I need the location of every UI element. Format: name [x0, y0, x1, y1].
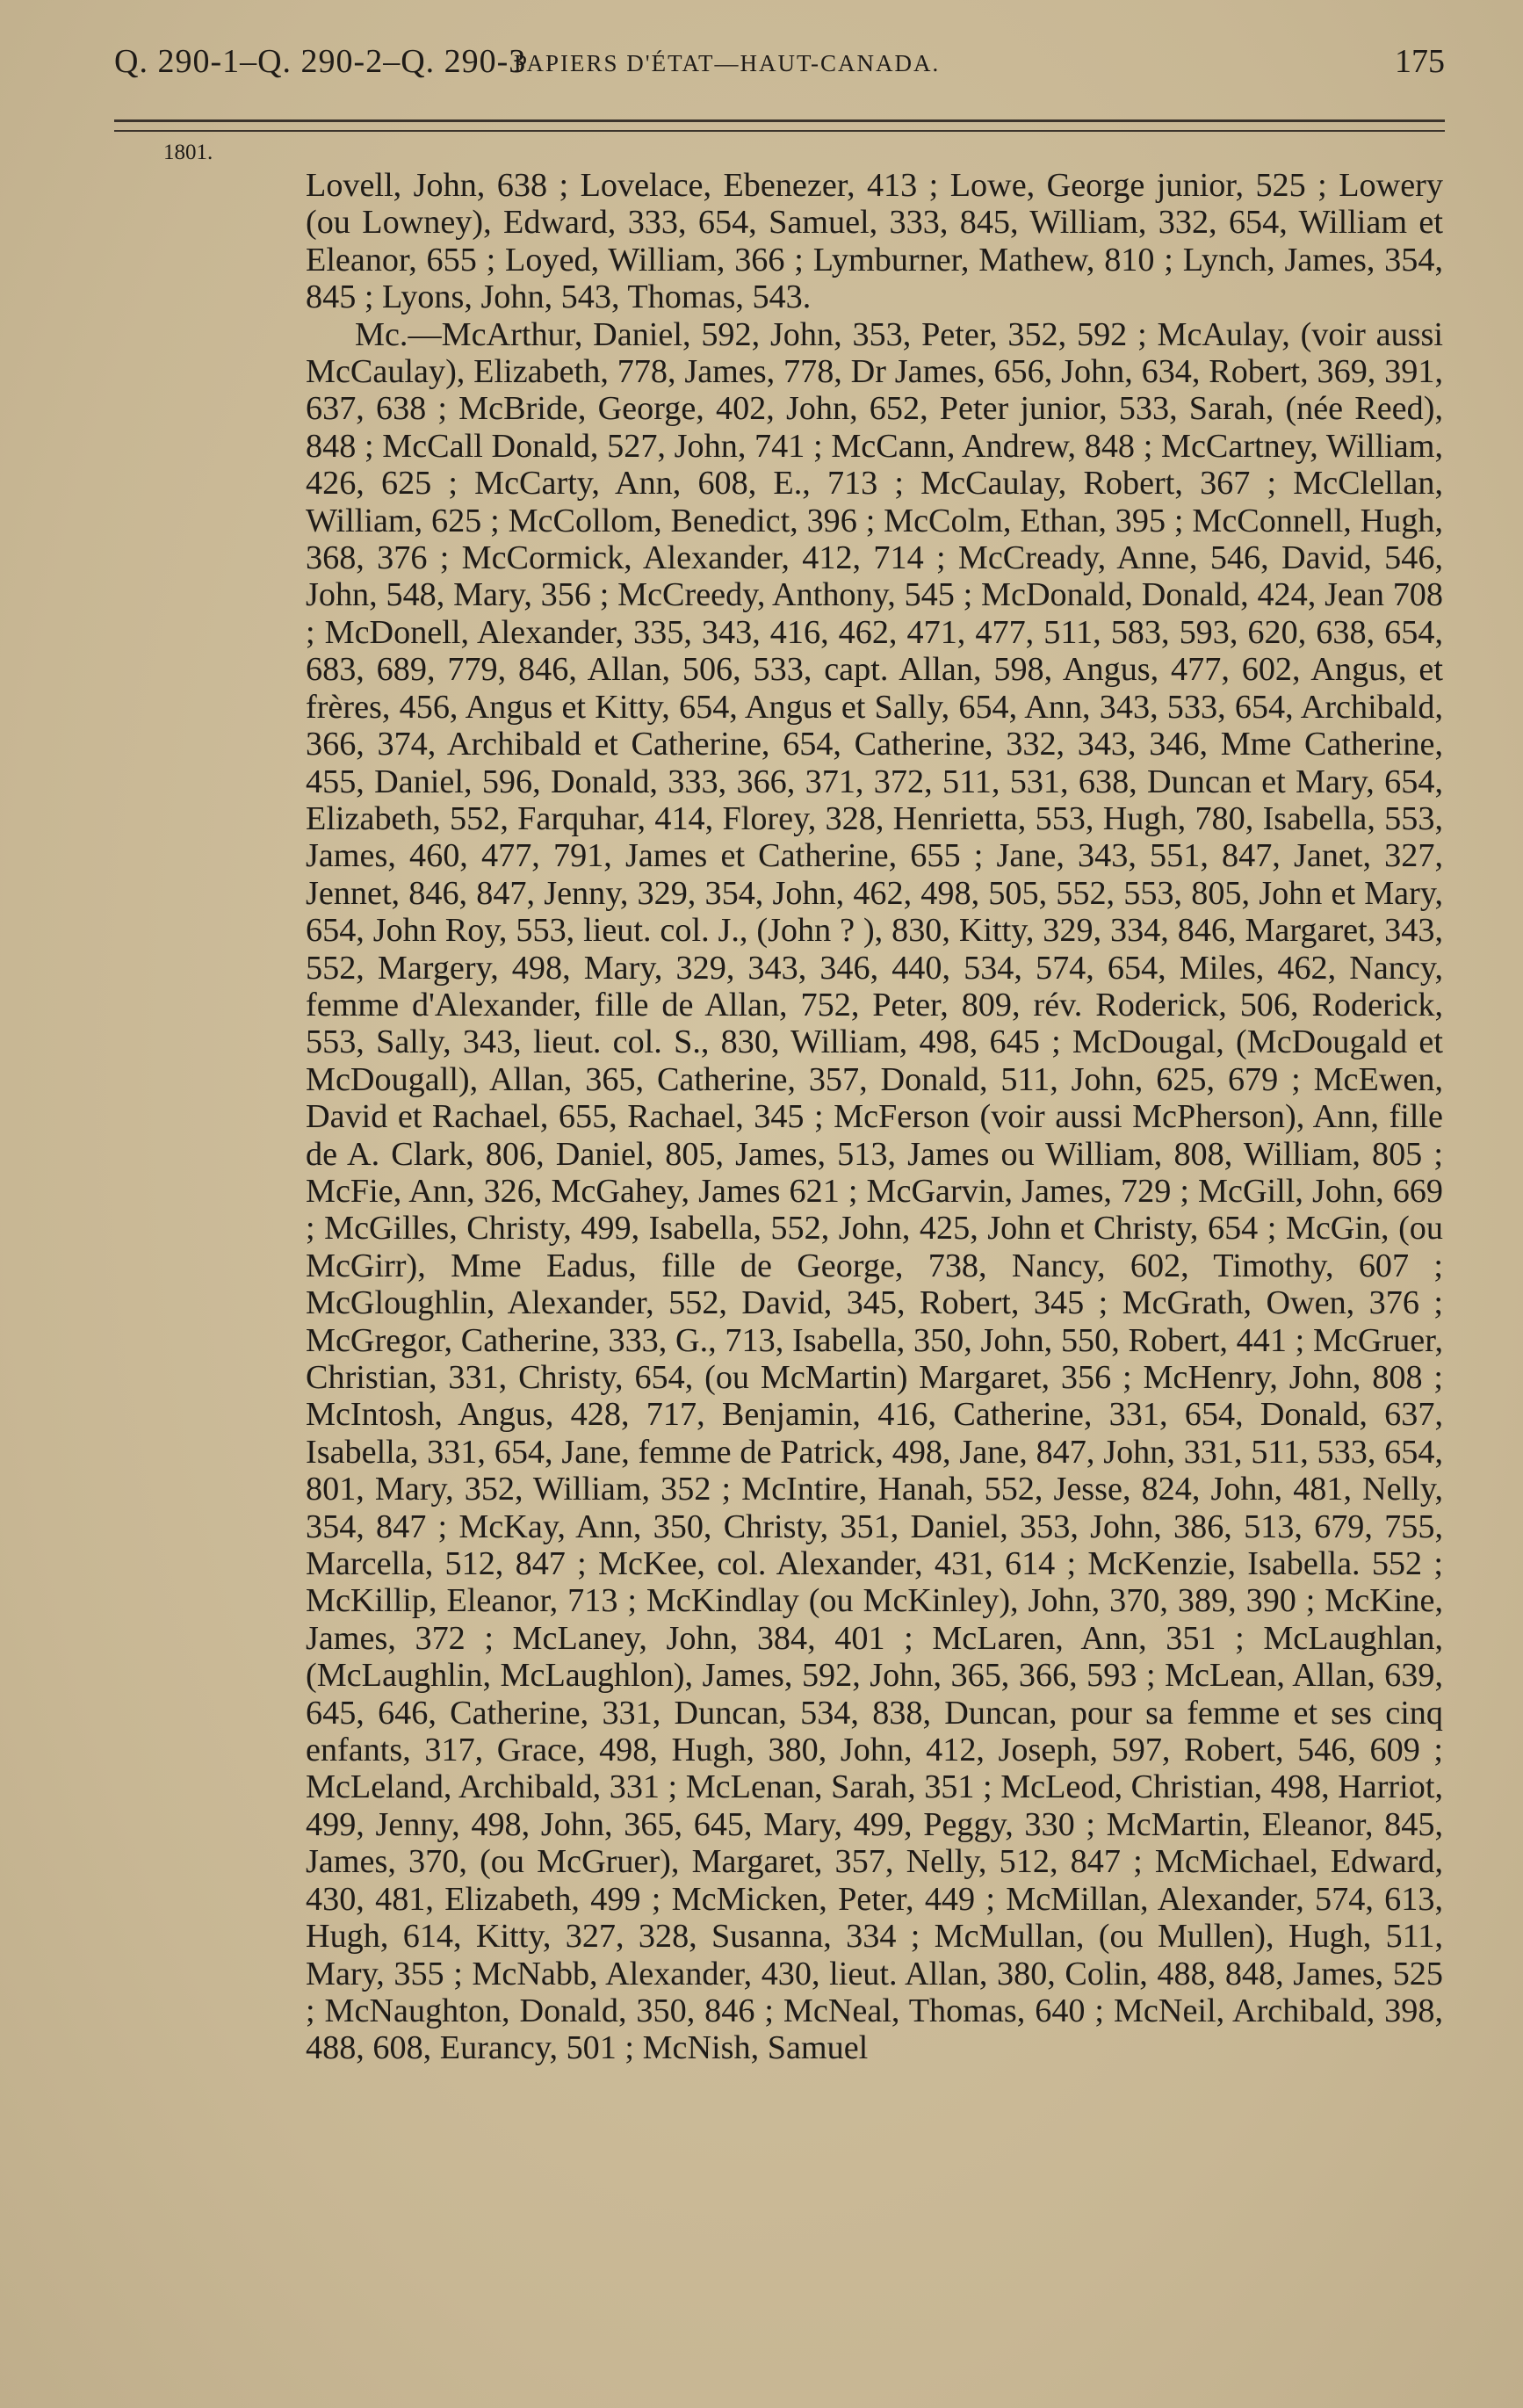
page-header [114, 42, 1445, 86]
index-body [306, 167, 1443, 2067]
header-rule-top [114, 119, 1445, 122]
index-paragraph-mc: Mc.—McArthur, Daniel, 592, John, 353, Peter, 352, 592 ; McAulay, (voir aussi McCaulay), Elizabeth, 778, James, 778, Dr James, 656, John, 634, Robert, 369, 391, 637, 638 ; McBride, George, 402, John, 652, Peter junior, 533, Sarah, (née Reed), 848 ; McCall Donald, 527, John, 741 ; McCann, Andrew, 848 ; McCartney, William, 426, 625 ; McCarty, Ann, 608, E., 713 ; McCaulay, Robert, 367 ; McClellan, William, 625 ; McCollom, Benedict, 396 ; McColm, Ethan, 395 ; McConnell, Hugh, 368, 376 ; McCormick, Alexander, 412, 714 ; McCready, Anne, 546, David, 546, John, 548, Mary, 356 ; McCreedy, Anthony, 545 ; McDonald, Donald, 424, Jean 708 ; McDonell, Alexander, 335, 343, 416, 462, 471, 477, 511, 583, 593, 620, 638, 654, 683, 689, 779, 846, Allan, 506, 533, capt. Allan, 598, Angus, 477, 602, Angus, et frères, 456, Angus et Kitty, 654, Angus et Sally, 654, Ann, 343, 533, 654, Archibald, 366, 374, Archibald et Catherine, 654, Catherine, 332, 343, 346, Mme Catherine, 455, Daniel, 596, Donald, 333, 366, 371, 372, 511, 531, 638, Duncan et Mary, 654, Elizabeth, 552, Farquhar, 414, Florey, 328, Henrietta, 553, Hugh, 780, Isabella, 553, James, 460, 477, 791, James et Catherine, 655 ; Jane, 343, 551, 847, Janet, 327, Jennet, 846, 847, Jenny, 329, 354, John, 462, 498, 505, 552, 553, 805, John et Mary, 654, John Roy, 553, lieut. col. J., (John ? ), 830, Kitty, 329, 334, 846, Margaret, 343, 552, Margery, 498, Mary, 329, 343, 346, 440, 534, 574, 654, Miles, 462, Nancy, femme d'Alexander, fille de Allan, 752, Peter, 809, rév. Roderick, 506, Roderick, 553, Sally, 343, lieut. col. S., 830, William, 498, 645 ; McDougal, (McDougald et McDougall), Allan, 365, Catherine, 357, Donald, 511, John, 625, 679 ; McEwen, David et Rachael, 655, Rachael, 345 ; McFerson (voir aussi McPherson), Ann, fille de A. Clark, 806, Daniel, 805, James, 513, James ou William, 808, William, 805 ; McFie, Ann, 326, McGahey, James 621 ; McGarvin, James, 729 ; McGill, John, 669 ; McGilles, Christy, 499, Isabella, 552, John, 425, John et Christy, 654 ; McGin, (ou McGirr), Mme Eadus, fille de George, 738, Nancy, 602, Timothy, 607 ; McGloughlin, Alexander, 552, David, 345, Robert, 345 ; McGrath, Owen, 376 ; McGregor, Catherine, 333, G., 713, Isabella, 350, John, 550, Robert, 441 ; McGruer, Christian, 331, Christy, 654, (ou McMartin) Margaret, 356 ; McHenry, John, 808 ; McIntosh, Angus, 428, 717, Benjamin, 416, Catherine, 331, 654, Donald, 637, Isabella, 331, 654, Jane, femme de Patrick, 498, Jane, 847, John, 331, 511, 533, 654, 801, Mary, 352, William, 352 ; McIntire, Hanah, 552, Jesse, 824, John, 481, Nelly, 354, 847 ; McKay, Ann, 350, Christy, 351, Daniel, 353, John, 386, 513, 679, 755, Marcella, 512, 847 ; McKee, col. Alexander, 431, 614 ; McKenzie, Isabella. 552 ; McKillip, Eleanor, 713 ; McKindlay (ou McKinley), John, 370, 389, 390 ; McKine, James, 372 ; McLaney, John, 384, 401 ; McLaren, Ann, 351 ; McLaughlan, (McLaughlin, McLaughlon), James, 592, John, 365, 366, 593 ; McLean, Allan, 639, 645, 646, Catherine, 331, Duncan, 534, 838, Duncan, pour sa femme et ses cinq enfants, 317, Grace, 498, Hugh, 380, John, 412, Joseph, 597, Robert, 546, 609 ; McLeland, Archibald, 331 ; McLenan, Sarah, 351 ; McLeod, Christian, 498, Harriot, 499, Jenny, 498, John, 365, 645, Mary, 499, Peggy, 330 ; McMartin, Eleanor, 845, James, 370, (ou McGruer), Margaret, 357, Nelly, 512, 847 ; McMichael, Edward, 430, 481, Elizabeth, 499 ; McMicken, Peter, 449 ; McMillan, Alexander, 574, 613, Hugh, 614, Kitty, 327, 328, Susanna, 334 ; McMullan, (ou Mullen), Hugh, 511, Mary, 355 ; McNabb, Alexander, 430, lieut. Allan, 380, Colin, 488, 848, James, 525 ; McNaughton, Donald, 350, 846 ; McNeal, Thomas, 640 ; McNeil, Archibald, 398, 488, 608, Eurancy, 501 ; McNish, Samuel [306, 315, 1443, 2067]
index-paragraph-lo: Lovell, John, 638 ; Lovelace, Ebenezer, 413 ; Lowe, George junior, 525 ; Lowery (ou Lowney), Edward, 333, 654, Samuel, 333, 845, William, 332, 654, William et Eleanor, 655 ; Loyed, William, 366 ; Lymburner, Mathew, 810 ; Lynch, James, 354, 845 ; Lyons, John, 543, Thomas, 543. [306, 167, 1443, 316]
page-number: 175 [1395, 43, 1445, 80]
margin-year: 1801. [163, 141, 213, 164]
running-title: PAPIERS D'ÉTAT—HAUT-CANADA. [514, 50, 941, 76]
header-rule-bottom [114, 130, 1445, 132]
series-reference: Q. 290-1–Q. 290-2–Q. 290-3 [114, 43, 527, 80]
